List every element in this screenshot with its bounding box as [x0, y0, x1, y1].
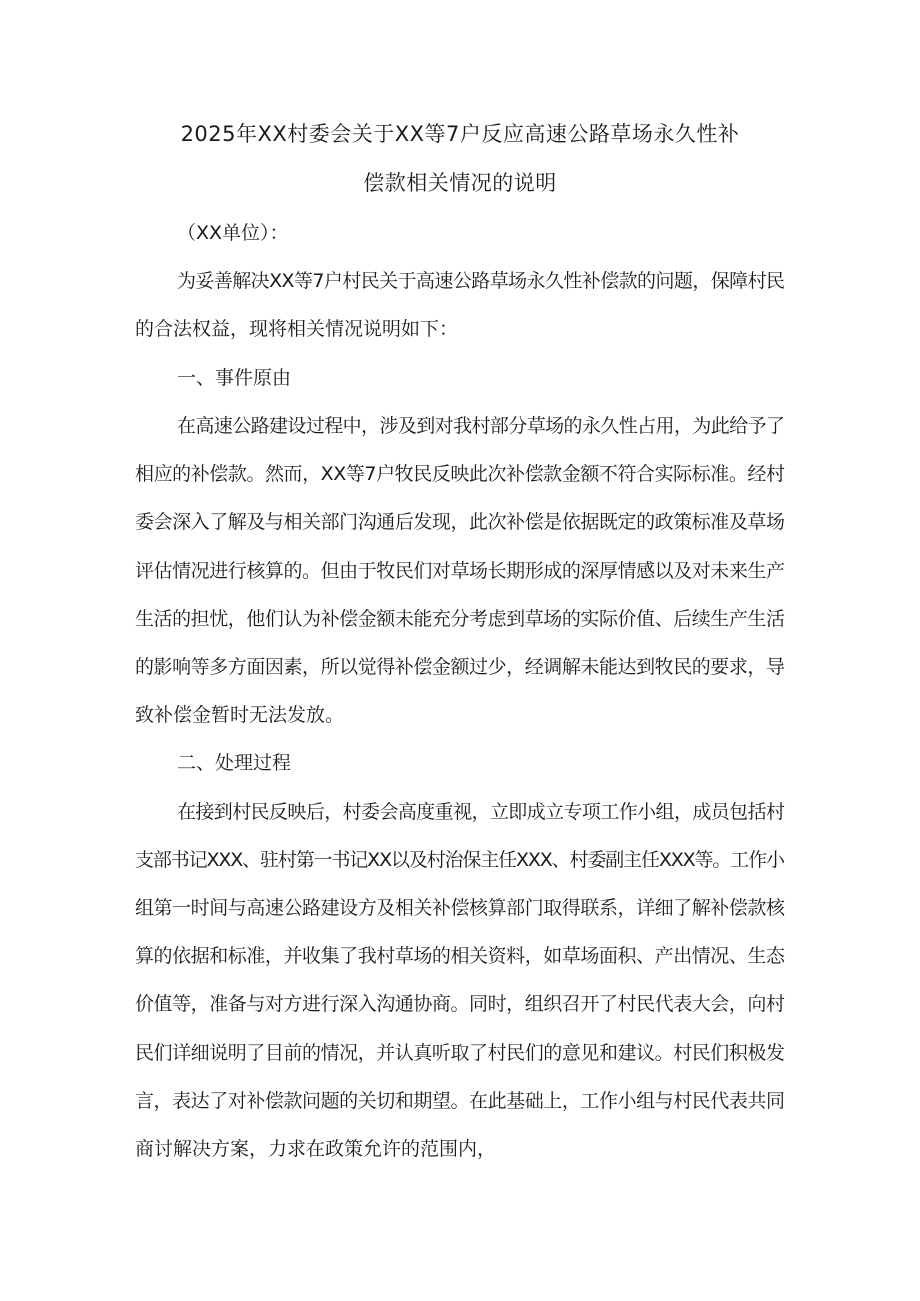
paragraph-line: 评估情况进行核算的。但由于牧民们对草场长期形成的深厚情感以及对未来生产 — [135, 560, 785, 582]
paragraph-line: 价值等，准备与对方进行深入沟通协商。同时，组织召开了村民代表大会，向村 — [135, 993, 785, 1015]
paragraph-line: 言，表达了对补偿款问题的关切和期望。在此基础上，工作小组与村民代表共同 — [135, 1090, 785, 1112]
paragraph-line: 致补偿金暂时无法发放。 — [135, 704, 345, 726]
paragraph-line: 组第一时间与高速公路建设方及相关补偿核算部门取得联系，详细了解补偿款核 — [135, 897, 785, 919]
paragraph-line: 商讨解决方案，力求在政策允许的范围内， — [135, 1138, 497, 1160]
paragraph-line: 在高速公路建设过程中，涉及到对我村部分草场的永久性占用，为此给予了 — [177, 415, 785, 437]
paragraph-line: 生活的担忧，他们认为补偿金额未能充分考虑到草场的实际价值、后续生产生活 — [135, 608, 785, 630]
section-heading: 二、处理过程 — [177, 752, 292, 774]
paragraph-line: 民们详细说明了目前的情况，并认真听取了村民们的意见和建议。村民们积极发 — [135, 1042, 785, 1064]
paragraph-line: 为妥善解决XX等7户村民关于高速公路草场永久性补偿款的问题，保障村民 — [177, 270, 785, 292]
paragraph-line: 委会深入了解及与相关部门沟通后发现，此次补偿是依据既定的政策标准及草场 — [135, 511, 785, 533]
addressee: （XX单位）： — [177, 222, 289, 244]
paragraph-line: 算的依据和标准，并收集了我村草场的相关资料，如草场面积、产出情况、生态 — [135, 945, 785, 967]
paragraph-line: 相应的补偿款。然而，XX等7户牧民反映此次补偿款金额不符合实际标准。经村 — [135, 463, 785, 485]
paragraph-line: 的影响等多方面因素，所以觉得补偿金额过少，经调解未能达到牧民的要求，导 — [135, 656, 785, 678]
document-title-line-1: 2025年XX村委会关于XX等7户反应高速公路草场永久性补 — [180, 122, 740, 146]
paragraph-line: 在接到村民反映后，村委会高度重视，立即成立专项工作小组，成员包括村 — [177, 801, 785, 823]
paragraph-line: 的合法权益，现将相关情况说明如下： — [135, 318, 459, 340]
paragraph-line: 支部书记XXX、驻村第一书记XX以及村治保主任XXX、村委副主任XXX等。工作小 — [135, 849, 784, 871]
document-title-line-2: 偿款相关情况的说明 — [363, 171, 557, 195]
section-heading: 一、事件原由 — [177, 367, 292, 389]
